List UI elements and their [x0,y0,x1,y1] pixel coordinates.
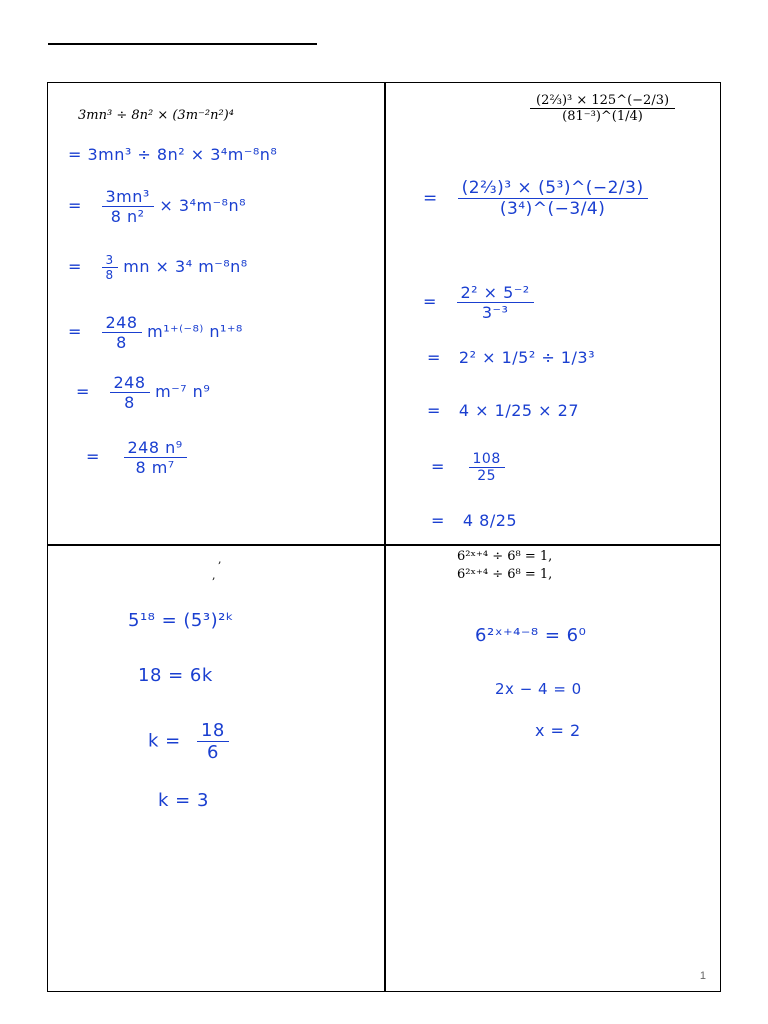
question-1-cell [48,83,384,544]
page-number: 1 [699,970,706,982]
q4-step-3: x = 2 [535,721,581,740]
q2-step-4: = 4 × 1/25 × 27 [427,401,580,420]
q1-step-6-numerator: 248 n⁹ [124,438,187,458]
q1-step-3-rest: mn × 3⁴ m⁻⁸n⁸ [123,257,248,276]
q1-step-3-denominator: 8 [105,268,114,282]
q1-step-6: = $\frac{\text{248 n⁹}}{\text{8 m⁷}}$ [86,438,187,477]
q2-step-3: = 2² × 1/5² ÷ 1/3³ [427,348,595,367]
q3-tick-mark: , [218,553,222,566]
q1-step-5: = $\frac{248}{8}$ m⁻⁷ n⁹ [76,373,211,412]
q1-step-1: = 3mn³ ÷ 8n² × 3⁴m⁻⁸n⁸ [68,145,278,164]
q2-step-5-denominator: 25 [477,468,497,484]
q1-step-5-rest: m⁻⁷ n⁹ [155,382,211,401]
question-2-cell [385,83,721,544]
question-3-cell [48,545,384,992]
q3-step-3 [148,720,229,763]
q2-printed-expression [530,93,675,124]
q1-step-2-numerator: 3mn³ [102,187,154,207]
q1-step-5-numerator: 248 [110,373,150,393]
q4-step-1: 6²ˣ⁺⁴⁻⁸ = 6⁰ [475,625,587,646]
q2-step-2-denominator: 3⁻³ [481,303,509,322]
worksheet-grid [47,82,721,992]
q2-step-5: = $\frac{108}{25}$ [431,451,505,484]
q3-step-3-numerator: 18 [197,720,229,742]
q4-printed-line-1: 6²ˣ⁺⁴ ÷ 6⁸ = 1, [457,549,553,564]
q2-step-1: = $\frac{\text{(2⅔)³ × (5³)\textasciicircum{}(−2/3)}}{\text{(3⁴)\textasciicircum{}(−3/4)}}$ [423,178,648,219]
q2-step-5-numerator: 108 [469,451,505,468]
q1-step-3-numerator: 3 [102,253,118,268]
q3-step-3-denominator: 6 [206,742,219,763]
q1-step-2-rest: × 3⁴m⁻⁸n⁸ [159,196,247,215]
name-underline [48,43,317,45]
q2-step-6-text: 4 8/25 [462,511,518,530]
q1-step-2: = $\frac{\text{3mn³}}{\text{8 n²}}$ × 3⁴m⁻⁸n⁸ [68,187,247,226]
q1-step-2-denominator: 8 n² [110,207,145,226]
q1-step-6-denominator: 8 m⁷ [135,458,175,477]
q1-step-3: = $\frac{3}{8}$ mn × 3⁴ m⁻⁸n⁸ [68,253,248,282]
q1-step-4: = $\frac{248}{8}$ m¹⁺⁽⁻⁸⁾ n¹⁺⁸ [68,313,243,352]
q1-step-4-denominator: 8 [116,333,127,352]
q1-step-5-denominator: 8 [124,393,135,412]
q4-step-2: 2x − 4 = 0 [495,680,582,698]
q3-step-3-lhs: k = [148,730,181,752]
q2-step-2-numerator: 2² × 5⁻² [457,283,534,303]
q2-printed-numerator: (2⅔)³ × 125^(−2/3) [530,93,675,109]
q2-printed-denominator: (81⁻³)^(1/4) [562,109,643,124]
question-4-cell [385,545,721,992]
q2-step-3-text: 2² × 1/5² ÷ 1/3³ [458,348,595,367]
q2-step-1-numerator: (2⅔)³ × (5³)^(−2/3) [458,178,648,199]
q2-step-1-denominator: (3⁴)^(−3/4) [499,199,606,219]
q2-step-6: = 4 8/25 [431,511,518,530]
q2-step-2: = $\frac{\text{2² × 5⁻²}}{\text{3⁻³}}$ [423,283,534,322]
q4-printed-line-2: 6²ˣ⁺⁴ ÷ 6⁸ = 1, [457,567,553,582]
q3-step-2: 18 = 6k [138,665,213,686]
q3-tick-mark: , [212,569,216,582]
q2-step-4-text: 4 × 1/25 × 27 [458,401,580,420]
q3-step-1: 5¹⁸ = (5³)²ᵏ [128,610,235,631]
q1-printed-expression: 3mn³ ÷ 8n² × (3m⁻²n²)⁴ [78,108,234,123]
q1-step-4-rest: m¹⁺⁽⁻⁸⁾ n¹⁺⁸ [147,322,243,341]
q1-step-4-numerator: 248 [102,313,142,333]
q3-step-4: k = 3 [158,790,209,811]
